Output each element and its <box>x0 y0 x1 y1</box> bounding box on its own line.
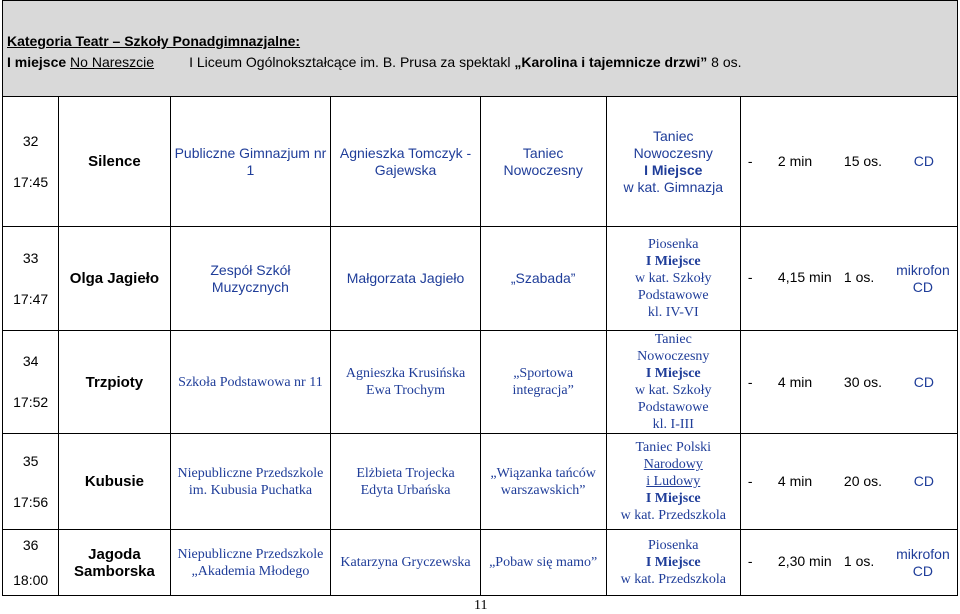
category-line: i Ludowy <box>646 474 701 489</box>
dash: - <box>747 473 753 489</box>
instructor-name: Agnieszka Tomczyk - Gajewska <box>331 97 480 227</box>
entry-number: 32 <box>22 132 39 149</box>
equipment: CD <box>913 373 935 390</box>
table-row <box>3 434 958 530</box>
winner-school: I Liceum Ogólnokształcące im. B. Prusa za spektakl <box>189 54 511 70</box>
dash: - <box>747 373 753 390</box>
team-name: Olga Jagieło <box>59 227 170 331</box>
category-line: kl. I-III <box>652 417 694 432</box>
persons: 15 os. <box>843 153 883 169</box>
category-line: Taniec <box>654 332 692 347</box>
instructor-name: Małgorzata Jagieło <box>331 227 480 331</box>
entry-time: 18:00 <box>13 571 49 588</box>
entry-number-cell <box>3 97 59 227</box>
performance-title: „Wiązanka tańców warszawskich” <box>480 434 606 530</box>
duration: 4,15 min <box>777 269 832 286</box>
duration: 4 min <box>777 473 813 489</box>
award-label: I Miejsce <box>645 254 701 269</box>
entry-number: 33 <box>22 249 39 266</box>
category-line: Taniec <box>653 127 694 144</box>
winner-play: „Karolina i tajemnicze drzwi” <box>514 54 708 70</box>
school-name: Zespół Szkół Muzycznych <box>170 227 331 331</box>
award-label: I Miejsce <box>645 366 701 381</box>
entry-time: 17:52 <box>13 394 49 410</box>
team-name: Trzpioty <box>59 331 170 434</box>
team-name: Silence <box>59 97 170 227</box>
category-line: kl. IV-VI <box>647 305 699 320</box>
equipment: CD <box>913 153 935 169</box>
category-line: w kat. Szkoły Podstawowe <box>634 271 712 303</box>
duration-cell <box>740 227 957 331</box>
award-label: I Miejsce <box>645 555 701 570</box>
dash: - <box>747 553 753 570</box>
duration-cell <box>740 434 957 530</box>
table-row <box>3 227 958 331</box>
entry-time: 17:47 <box>13 290 49 307</box>
category-line: w kat. Przedszkola <box>620 572 726 587</box>
entry-number: 36 <box>22 536 39 553</box>
entry-number-cell <box>3 434 59 530</box>
school-name: Szkoła Podstawowa nr 11 <box>170 331 331 434</box>
instructor-name <box>331 434 480 530</box>
performance-title: „Sportowa integracja” <box>480 331 606 434</box>
table-row <box>3 530 958 596</box>
instructor-line: Agnieszka Krusińska <box>345 366 466 381</box>
instructor-line: Elżbieta Trojecka <box>356 465 455 481</box>
equipment: CD <box>913 473 935 489</box>
school-name: Niepubliczne Przedszkole im. Kubusia Puchatka <box>170 434 331 530</box>
duration: 2 min <box>777 153 813 169</box>
category-line: Nowoczesny <box>637 349 710 364</box>
duration-cell <box>740 97 957 227</box>
performance-title: „Szabada” <box>480 227 606 331</box>
category-line: Taniec Polski <box>635 440 712 455</box>
award-category <box>606 227 740 331</box>
instructor-line: Edyta Urbańska <box>360 482 451 498</box>
duration-cell <box>740 530 957 596</box>
winner-place: I miejsce <box>7 54 67 70</box>
entry-number: 35 <box>22 452 39 469</box>
performance-title: Taniec Nowoczesny <box>480 97 606 227</box>
category-title: Kategoria Teatr – Szkoły Ponadgimnazjalne: <box>7 33 301 49</box>
team-name: Jagoda Samborska <box>59 530 170 596</box>
dash: - <box>747 153 753 169</box>
entry-number-cell <box>3 331 59 434</box>
category-line: Piosenka <box>647 538 699 553</box>
table-row <box>3 331 958 434</box>
category-line: w kat. Przedszkola <box>620 508 726 523</box>
category-line: Narodowy <box>643 457 703 472</box>
category-header-cell <box>3 1 958 97</box>
category-winner-line <box>7 54 953 71</box>
award-label: I Miejsce <box>645 491 701 506</box>
instructor-name: Katarzyna Gryczewska <box>331 530 480 596</box>
category-header-row <box>3 1 958 97</box>
persons: 1 os. <box>843 553 875 570</box>
school-name: Publiczne Gimnazjum nr 1 <box>170 97 331 227</box>
program-table <box>2 0 958 596</box>
duration: 2,30 min <box>777 553 832 570</box>
category-line: w kat. Szkoły Podstawowe <box>634 383 712 415</box>
equipment: mikrofon CD <box>896 261 950 295</box>
page-number: 11 <box>474 598 488 613</box>
duration-cell <box>740 331 957 434</box>
entry-number: 34 <box>22 353 39 369</box>
award-category <box>606 530 740 596</box>
dash: - <box>747 269 753 286</box>
table-row <box>3 97 958 227</box>
performance-title: „Pobaw się mamo” <box>480 530 606 596</box>
entry-time: 17:56 <box>13 493 49 510</box>
category-line: Piosenka <box>647 237 699 252</box>
entry-number-cell <box>3 530 59 596</box>
persons: 20 os. <box>843 473 883 489</box>
duration: 4 min <box>777 373 813 390</box>
persons: 30 os. <box>843 373 883 390</box>
team-name: Kubusie <box>59 434 170 530</box>
category-line: Nowoczesny <box>633 144 713 161</box>
winner-people: 8 os. <box>711 54 742 70</box>
school-name: Niepubliczne Przedszkole „Akademia Młodego <box>170 530 331 596</box>
instructor-line: Ewa Trochym <box>366 383 445 398</box>
award-label: I Miejsce <box>644 161 703 178</box>
award-category <box>606 97 740 227</box>
entry-time: 17:45 <box>13 173 49 190</box>
instructor-name <box>331 331 480 434</box>
equipment: mikrofon CD <box>896 545 950 579</box>
award-category <box>606 434 740 530</box>
entry-number-cell <box>3 227 59 331</box>
winner-group: No Nareszcie <box>70 54 155 70</box>
persons: 1 os. <box>843 269 875 286</box>
award-category <box>606 331 740 434</box>
category-line: w kat. Gimnazja <box>623 178 724 195</box>
